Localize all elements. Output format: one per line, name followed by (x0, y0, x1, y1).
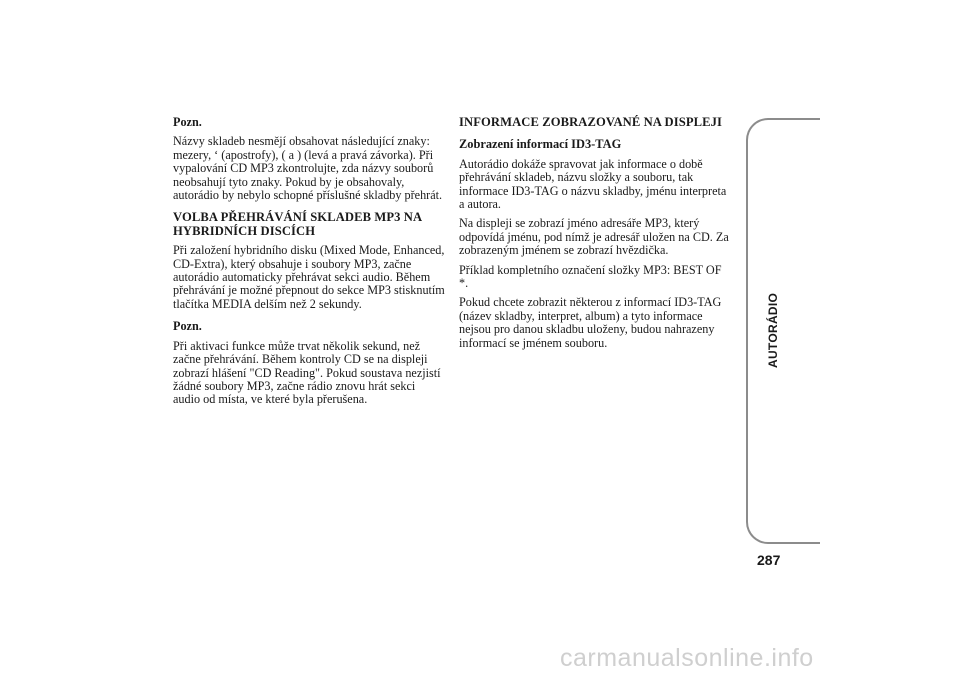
chapter-label: AUTORÁDIO (766, 292, 780, 368)
paragraph: Pokud chcete zobrazit některou z informací ID3-TAG (název skladby, interpret, album) a tyto informace nejsou pro danou skladbu uloženy, budou nahrazeny informací se jménem souboru. (459, 295, 722, 350)
page-number: 287 (757, 552, 781, 568)
section-heading: INFORMACE ZOBRAZOVANÉ NA DISPLEJI (459, 115, 723, 129)
paragraph: Autorádio dokáže spravovat jak informace o době přehrávání skladeb, názvu složky a souboru, tak informace ID3-TAG o názvu skladby, jménu interpreta a autora. (459, 156, 727, 212)
watermark: carmanualsonline.info (560, 644, 814, 672)
note-label: Pozn. (173, 319, 202, 334)
note-text: Názvy skladeb nesmějí obsahovat následující znaky: mezery, ‘ (apostrofy), ( a ) (levá a pravá závorka). Při vypalování CD MP3 zkontrolujte, zda názvy souborů neobsahují tyto znaky. Pokud by je obsahovaly, autorádio by nebylo schopné příslušné skladby přehrát. (173, 134, 443, 203)
chapter-tab-frame (746, 118, 820, 544)
left-column (173, 116, 445, 413)
paragraph: Příklad kompletního označení složky MP3: BEST OF *. (459, 262, 722, 291)
section-heading: VOLBA PŘEHRÁVÁNÍ SKLADEB MP3 NA HYBRIDNÍCH DISCÍCH (173, 210, 422, 238)
subsection-heading: Zobrazení informací ID3-TAG (459, 137, 622, 152)
note-label: Pozn. (173, 115, 202, 129)
right-column (459, 116, 731, 356)
paragraph: Na displeji se zobrazí jméno adresáře MP3, který odpovídá jménu, pod nímž je adresář uložen na CD. Za zobrazeným jménem se zobrazí hvězdička. (459, 216, 729, 258)
note-text: Při aktivaci funkce může trvat několik sekund, než začne přehrávání. Během kontroly CD se na displeji zobrazí hlášení "CD Reading". Pokud soustava nezjistí žádné soubory MP3, začne rádio znovu hrát sekci audio od místa, ve které byla přerušena. (173, 338, 441, 407)
section-paragraph: Při založení hybridního disku (Mixed Mode, Enhanced, CD-Extra), který obsahuje i soubory MP3, začne autorádio automaticky přehrávat sekci audio. Během přehrávání je možné přepnout do sekce MP3 stisknutím tlačítka MEDIA delším než 2 sekundy. (173, 243, 445, 311)
